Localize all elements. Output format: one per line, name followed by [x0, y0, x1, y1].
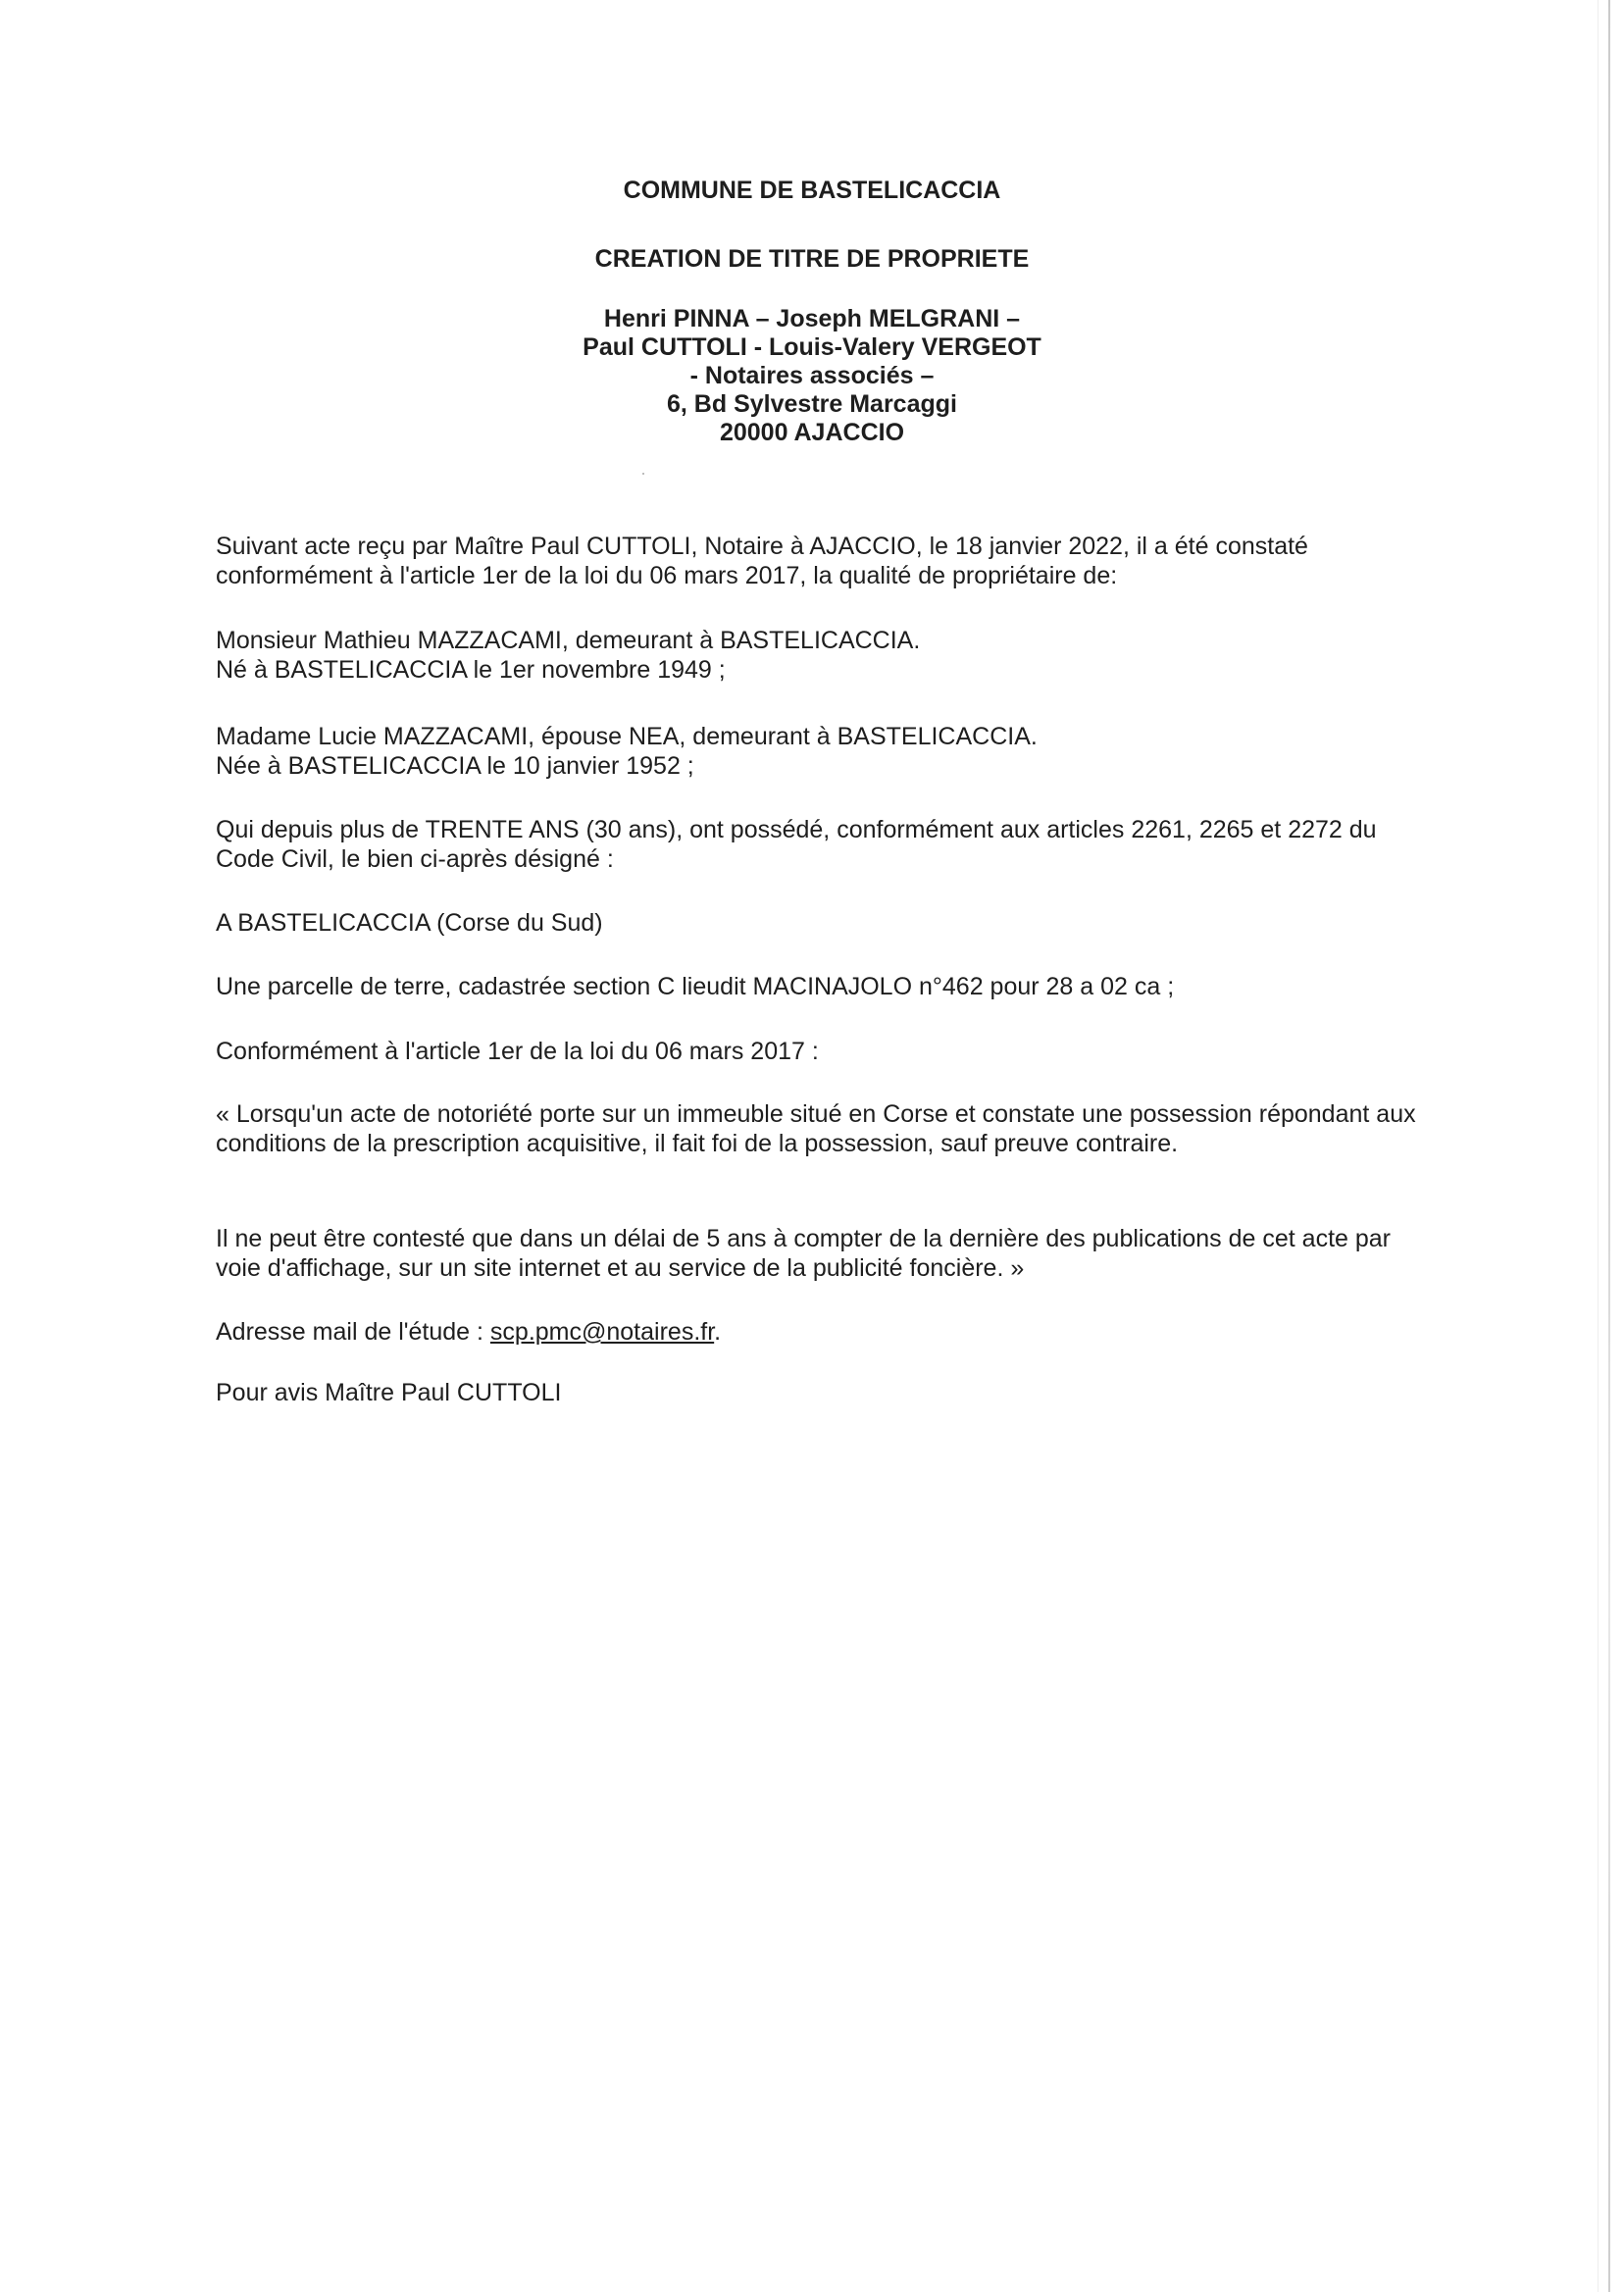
email-suffix: .: [714, 1318, 722, 1346]
email-label: Adresse mail de l'étude :: [216, 1318, 490, 1346]
paragraph-quote-1: [216, 1099, 1422, 1158]
quote-2-text: Il ne peut être contesté que dans un délai de 5 ans à compter de la dernière des publications de cet acte par voie d'affichage, sur un site internet et au service de la publicité foncière. »: [216, 1225, 1392, 1282]
paragraph-madame: [216, 722, 1422, 781]
commune-heading: COMMUNE DE BASTELICACCIA: [623, 177, 1001, 204]
madame-line-2: Née à BASTELICACCIA le 10 janvier 1952 ;: [216, 752, 694, 780]
scan-speck: [642, 473, 644, 475]
paragraph-signature: [216, 1378, 1422, 1407]
paragraph-conformement: [216, 1037, 1422, 1066]
signature-text: Pour avis Maître Paul CUTTOLI: [216, 1379, 562, 1406]
quote-1-text: « Lorsqu'un acte de notoriété porte sur un immeuble situé en Corse et constate une possession répondant aux conditions de la prescription acquisitive, il fait foi de la possession, sauf preuve contraire.: [216, 1100, 1416, 1157]
document-title: CREATION DE TITRE DE PROPRIETE: [594, 245, 1030, 273]
monsieur-line-2: Né à BASTELICACCIA le 1er novembre 1949 ;: [216, 656, 726, 684]
paragraph-location: [216, 908, 1422, 938]
conformement-text: Conformément à l'article 1er de la loi du 06 mars 2017 :: [216, 1038, 819, 1065]
paragraph-quote-2: [216, 1224, 1422, 1283]
paragraph-monsieur: [216, 626, 1422, 685]
email-link[interactable]: scp.pmc@notaires.fr: [489, 1318, 715, 1346]
parcelle-text: Une parcelle de terre, cadastrée section C lieudit MACINAJOLO n°462 pour 28 a 02 ca ;: [216, 973, 1175, 1000]
email-line: [216, 1317, 1422, 1347]
notaires-line-1: Henri PINNA – Joseph MELGRANI –: [603, 305, 1021, 332]
paragraph-acte-text: Suivant acte reçu par Maître Paul CUTTOLI, Notaire à AJACCIO, le 18 janvier 2022, il a été constaté conformément à l'article 1er de la loi du 06 mars 2017, la qualité de propriétaire de:: [216, 533, 1308, 589]
notaires-block: [0, 305, 1624, 447]
address-line-2: 20000 AJACCIO: [719, 419, 905, 446]
paragraph-parcelle: [216, 972, 1422, 1001]
location-text: A BASTELICACCIA (Corse du Sud): [216, 909, 603, 937]
monsieur-line-1: Monsieur Mathieu MAZZACAMI, demeurant à BASTELICACCIA.: [216, 627, 921, 654]
paragraph-email: [216, 1317, 1422, 1347]
notaires-line-3: - Notaires associés –: [689, 362, 935, 389]
possession-text: Qui depuis plus de TRENTE ANS (30 ans), ont possédé, conformément aux articles 2261, 2265 et 2272 du Code Civil, le bien ci-après désigné :: [216, 816, 1377, 873]
madame-line-1: Madame Lucie MAZZACAMI, épouse NEA, demeurant à BASTELICACCIA.: [216, 723, 1038, 750]
paragraph-acte: [216, 532, 1422, 590]
notaires-line-2: Paul CUTTOLI - Louis-Valery VERGEOT: [583, 333, 1041, 361]
paragraph-possession: [216, 815, 1422, 874]
address-line-1: 6, Bd Sylvestre Marcaggi: [667, 390, 957, 418]
